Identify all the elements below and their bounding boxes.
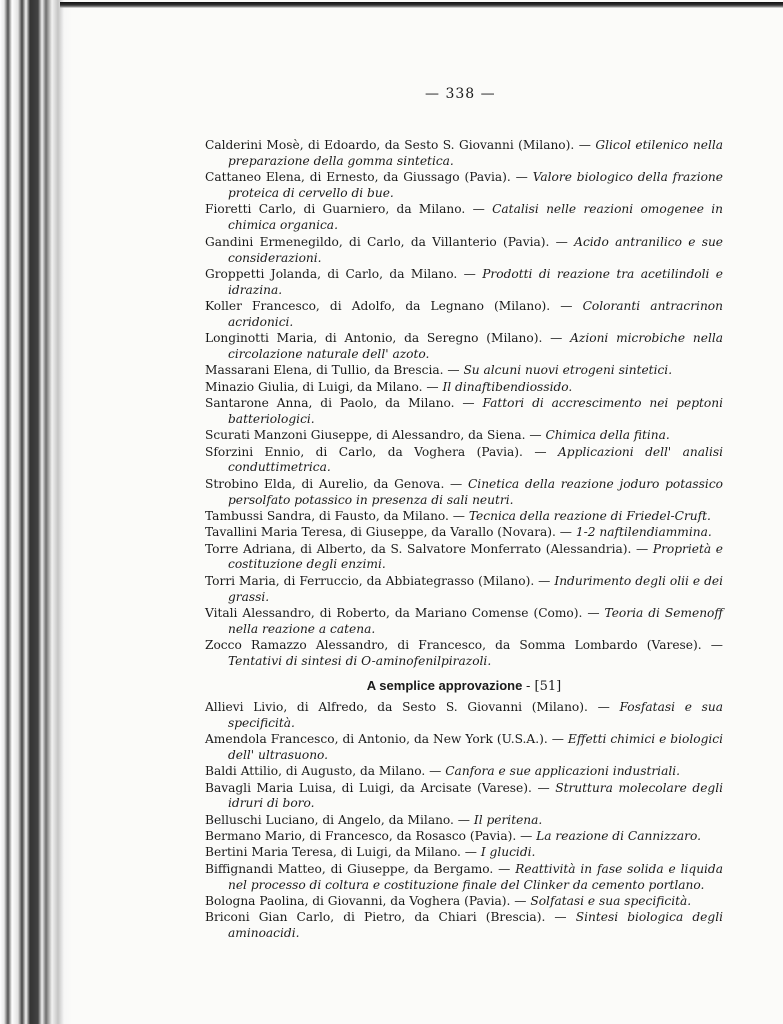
entry-thesis-title: Prodotti di reazione tra acetilindoli e idrazina. — [228, 266, 724, 297]
entry-author: Bermano Mario, di Francesco, da Rosasco (Pavia). — — [205, 829, 533, 844]
book-binding-edge — [0, 0, 72, 1024]
entry-thesis-title: Il dinaftibendiossido. — [442, 379, 573, 394]
entry-thesis-title: Effetti chimici e biologici dell' ultrasuono. — [228, 732, 723, 762]
list-entry — [205, 894, 723, 910]
entry-author: Bologna Paolina, di Giovanni, da Voghera (Pavia). — — [205, 893, 527, 908]
entry-thesis-title: Azioni microbiche nella circolazione naturale dell' azoto. — [228, 331, 724, 362]
thesis-list-section-1 — [205, 138, 723, 670]
entry-author: Torre Adriana, di Alberto, da S. Salvatore Monferrato (Alessandria). — — [205, 541, 649, 556]
list-entry — [205, 542, 723, 574]
entry-thesis-title: La reazione di Cannizzaro. — [536, 829, 701, 844]
entry-thesis-title: Fosfatasi e sua specificità. — [228, 699, 723, 730]
entry-author: Briconi Gian Carlo, di Pietro, da Chiari (Brescia). — — [205, 910, 567, 925]
entry-author: Minazio Giulia, di Luigi, da Milano. — — [205, 379, 439, 394]
list-entry — [205, 638, 723, 670]
entry-author: Belluschi Luciano, di Angelo, da Milano. — — [205, 812, 470, 827]
list-entry — [205, 331, 723, 363]
entry-author: Santarone Anna, di Paolo, da Milano. — — [205, 396, 475, 411]
entry-author: Sforzini Ennio, di Carlo, da Voghera (Pavia). — — [205, 444, 547, 459]
list-entry — [205, 525, 723, 541]
entry-author: Zocco Ramazzo Alessandro, di Francesco, da Somma Lombardo (Varese). — — [205, 638, 723, 653]
entry-author: Biffignandi Matteo, di Giuseppe, da Bergamo. — — [205, 861, 511, 876]
entry-thesis-title: Catalisi nelle reazioni omogenee in chimica organica. — [228, 202, 724, 233]
entry-thesis-title: Canfora e sue applicazioni industriali. — [445, 764, 681, 779]
page-number: — 338 — — [425, 86, 496, 102]
list-entry — [205, 138, 723, 170]
entry-thesis-title: Struttura molecolare degli idruri di boro. — [228, 780, 724, 811]
entry-author: Scurati Manzoni Giuseppe, di Alessandro, da Siena. — — [205, 428, 542, 443]
list-entry — [205, 732, 723, 764]
thesis-list-section-2 — [205, 700, 723, 942]
list-entry — [205, 202, 723, 234]
entry-thesis-title: Valore biologico della frazione proteica di cervello di bue. — [228, 170, 723, 201]
list-entry — [205, 428, 723, 444]
entry-thesis-title: Sintesi biologica degli aminoacidi. — [228, 910, 723, 941]
list-entry — [205, 445, 723, 477]
scan-top-edge — [60, 2, 783, 8]
entry-author: Fioretti Carlo, di Guarniero, da Milano. — — [205, 202, 485, 217]
list-entry — [205, 781, 723, 813]
section-heading — [205, 678, 723, 695]
list-entry — [205, 764, 723, 780]
entry-author: Allievi Livio, di Alfredo, da Sesto S. Giovanni (Milano). — — [205, 699, 610, 714]
entry-thesis-title: Solfatasi e sua specificità. — [530, 893, 692, 908]
list-entry — [205, 380, 723, 396]
entry-thesis-title: Teoria di Semenoff nella reazione a catena. — [228, 605, 724, 636]
entry-thesis-title: I glucidi. — [480, 845, 536, 860]
entry-author: Strobino Elda, di Aurelio, da Genova. — — [205, 476, 463, 491]
entry-author: Bavagli Maria Luisa, di Luigi, da Arcisate (Varese). — — [205, 780, 550, 795]
entry-author: Calderini Mosè, di Edoardo, da Sesto S. Giovanni (Milano). — — [205, 138, 591, 152]
list-entry — [205, 700, 723, 732]
list-entry — [205, 509, 723, 525]
document-body — [205, 138, 723, 942]
entry-thesis-title: Cinetica della reazione joduro potassico persolfato potassico in presenza di sali neutri. — [228, 476, 723, 507]
entry-author: Gandini Ermenegildo, di Carlo, da Villanterio (Pavia). — — [205, 234, 568, 249]
entry-thesis-title: Coloranti antracrinon acridonici. — [228, 299, 723, 329]
entry-author: Vitali Alessandro, di Roberto, da Mariano Comense (Como). — — [205, 605, 600, 620]
list-entry — [205, 574, 723, 606]
entry-author: Tavallini Maria Teresa, di Giuseppe, da Varallo (Novara). — — [205, 525, 572, 540]
entry-thesis-title: Glicol etilenico nella preparazione della gomma sintetica. — [228, 138, 724, 168]
section-heading-title: A semplice approvazione — [366, 677, 523, 693]
entry-author: Bertini Maria Teresa, di Luigi, da Milano. — — [205, 845, 477, 860]
entry-author: Torri Maria, di Ferruccio, da Abbiategrasso (Milano). — — [205, 573, 551, 588]
list-entry — [205, 396, 723, 428]
entry-thesis-title: Chimica della fitina. — [545, 428, 670, 443]
entry-thesis-title: Indurimento degli olii e dei grassi. — [228, 573, 724, 604]
entry-author: Cattaneo Elena, di Ernesto, da Giussago (Pavia). — — [205, 170, 528, 185]
entry-author: Baldi Attilio, di Augusto, da Milano. — — [205, 764, 442, 779]
entry-author: Koller Francesco, di Adolfo, da Legnano (Milano). — — [205, 299, 573, 314]
entry-thesis-title: Tecnica della reazione di Friedel-Cruft. — [468, 508, 711, 523]
entry-author: Groppetti Jolanda, di Carlo, da Milano. — — [205, 266, 476, 281]
section-heading-count: - [51] — [525, 678, 562, 694]
list-entry — [205, 829, 723, 845]
entry-thesis-title: Tentativi di sintesi di O-aminofenilpirazoli. — [228, 654, 492, 669]
entry-thesis-title: Acido antranilico e sue considerazioni. — [228, 234, 724, 265]
list-entry — [205, 170, 723, 202]
entry-thesis-title: Fattori di accrescimento nei peptoni batteriologici. — [228, 396, 723, 426]
list-entry — [205, 845, 723, 861]
list-entry — [205, 606, 723, 638]
entry-thesis-title: Applicazioni dell' analisi conduttimetrica. — [228, 444, 723, 475]
entry-thesis-title: Proprietà e costituzione degli enzimi. — [228, 541, 724, 572]
entry-thesis-title: 1-2 naftilendiammina. — [575, 525, 712, 540]
entry-author: Massarani Elena, di Tullio, da Brescia. — — [205, 363, 460, 378]
entry-thesis-title: Il peritena. — [473, 812, 543, 827]
list-entry — [205, 235, 723, 267]
list-entry — [205, 813, 723, 829]
entry-thesis-title: Su alcuni nuovi etrogeni sintetici. — [463, 363, 673, 378]
list-entry — [205, 267, 723, 299]
entry-author: Longinotti Maria, di Antonio, da Seregno (Milano). — — [205, 331, 563, 346]
list-entry — [205, 299, 723, 331]
entry-author: Tambussi Sandra, di Fausto, da Milano. — — [205, 508, 465, 523]
entry-author: Amendola Francesco, di Antonio, da New York (U.S.A.). — — [205, 732, 564, 747]
list-entry — [205, 477, 723, 509]
list-entry — [205, 910, 723, 942]
entry-thesis-title: Reattività in fase solida e liquida nel processo di coltura e costituzione finale del Clinker da cemento portlano. — [228, 861, 724, 892]
list-entry — [205, 862, 723, 894]
list-entry — [205, 363, 723, 379]
